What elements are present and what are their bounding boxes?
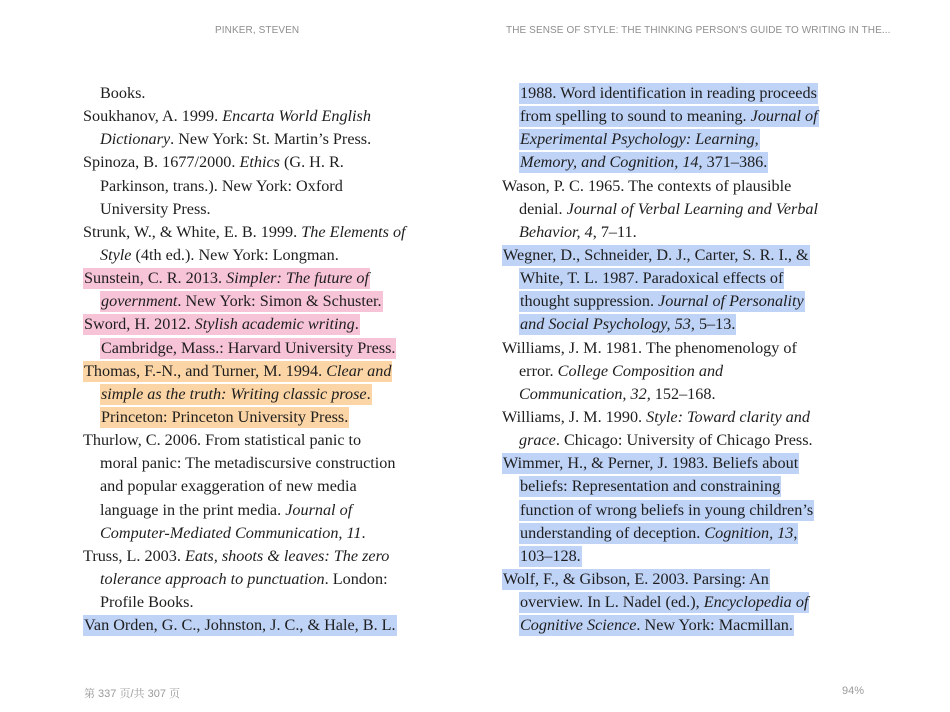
blue-highlight[interactable] [519, 83, 818, 104]
italic-title-text: Style [100, 245, 132, 264]
reference-line [83, 337, 458, 360]
italic-title-text: Communication, 32 [519, 384, 647, 403]
reference-line [502, 568, 882, 591]
reference-line [502, 475, 882, 498]
reference-line [502, 244, 882, 267]
reference-text: , [793, 523, 798, 542]
reference-entry [502, 175, 882, 244]
blue-highlight[interactable] [519, 500, 814, 521]
reference-text: from spelling to sound to meaning. [520, 107, 751, 126]
reference-line [83, 198, 458, 221]
right-page-text [502, 82, 882, 637]
reference-line [83, 267, 458, 290]
italic-title-text: College Composition and [557, 361, 724, 380]
reference-entry [83, 429, 458, 545]
reference-text: . New York: St. Martin’s Press. [170, 130, 372, 149]
orange-highlight[interactable] [100, 407, 349, 428]
italic-title-text: Journal of [750, 107, 818, 126]
reference-text: and popular exaggeration of new media [100, 477, 357, 496]
reference-line [83, 128, 458, 151]
reference-text: Wason, P. C. 1965. The contexts of plausible [502, 176, 792, 195]
reference-line [83, 591, 458, 614]
reference-text: . Chicago: University of Chicago Press. [555, 431, 813, 450]
reference-line [502, 151, 882, 174]
reference-entry[interactable] [502, 568, 882, 637]
italic-title-text: Journal of Personality [658, 292, 804, 311]
reference-entry [83, 151, 458, 220]
reference-text: (4th ed.). New York: Longman. [131, 245, 339, 264]
reference-text: . London: [324, 569, 388, 588]
reference-entry [83, 545, 458, 614]
italic-title-text: Encarta World English [222, 107, 371, 126]
orange-highlight[interactable] [100, 384, 372, 405]
reference-line [502, 313, 882, 336]
reference-entry[interactable] [502, 452, 882, 568]
reference-text: thought suppression. [520, 292, 659, 311]
reference-line [83, 360, 458, 383]
reference-line [83, 568, 458, 591]
reference-line [502, 221, 882, 244]
reference-line [83, 614, 458, 637]
reference-line [83, 105, 458, 128]
reference-line [83, 151, 458, 174]
reference-entry[interactable] [502, 82, 882, 175]
reference-entry [83, 221, 458, 267]
reference-line [83, 406, 458, 429]
blue-highlight[interactable] [519, 546, 582, 567]
reference-text: denial. [519, 199, 567, 218]
italic-title-text: Cognitive Science [520, 616, 637, 635]
blue-highlight[interactable] [83, 615, 397, 636]
reference-line [83, 313, 458, 336]
pink-highlight[interactable] [83, 314, 360, 335]
reference-line [83, 221, 458, 244]
reference-text: moral panic: The metadiscursive construction [100, 454, 396, 473]
reference-text: overview. In L. Nadel (ed.), [520, 593, 704, 612]
reference-entry [83, 82, 458, 105]
italic-title-text: Encyclopedia of [703, 593, 809, 612]
reference-text: . [354, 315, 359, 334]
reference-text: Thurlow, C. 2006. From statistical panic to [83, 431, 362, 450]
italic-title-text: Ethics [239, 153, 280, 172]
reference-line [502, 383, 882, 406]
reference-line [502, 545, 882, 568]
blue-highlight[interactable] [519, 592, 809, 613]
reference-text: . New York: Macmillan. [636, 616, 793, 635]
italic-title-text: Computer-Mediated Communication, 11 [100, 523, 362, 542]
reference-text: Van Orden, G. C., Johnston, J. C., & Hale, B. L. [84, 616, 396, 635]
reference-entry [83, 105, 458, 151]
reference-line [83, 383, 458, 406]
reference-line [502, 128, 882, 151]
italic-title-text: Stylish academic writing [194, 315, 355, 334]
reference-text: 1988. Word identification in reading proceeds [520, 84, 817, 102]
reference-line [502, 614, 882, 637]
reference-line [83, 429, 458, 452]
reference-entry[interactable] [83, 267, 458, 313]
reference-text: Wimmer, H., & Perner, J. 1983. Beliefs about [503, 454, 799, 473]
blue-highlight[interactable] [502, 569, 770, 590]
blue-highlight[interactable] [519, 106, 819, 127]
reference-line [502, 105, 882, 128]
reference-line [502, 499, 882, 522]
reference-line [83, 244, 458, 267]
reference-line [83, 499, 458, 522]
blue-highlight[interactable] [519, 523, 798, 544]
pink-highlight[interactable] [100, 338, 396, 359]
italic-title-text: simple as the truth: Writing classic prose [101, 384, 367, 403]
reference-line [502, 82, 882, 105]
pink-highlight[interactable] [100, 291, 383, 312]
reference-text: function of wrong beliefs in young children’s [520, 500, 814, 519]
blue-highlight[interactable] [519, 615, 794, 636]
reference-line [83, 452, 458, 475]
italic-title-text: government [101, 292, 178, 311]
reference-line [502, 267, 882, 290]
reference-text: Soukhanov, A. 1999. [83, 107, 223, 126]
reference-text: Thomas, F.-N., and Turner, M. 1994. [84, 361, 327, 380]
blue-highlight[interactable] [519, 129, 760, 150]
italic-title-text: Cognition, 13 [704, 523, 794, 542]
reference-text: Parkinson, trans.). New York: Oxford [100, 176, 343, 195]
reference-text: White, T. L. 1987. Paradoxical effects of [520, 269, 784, 288]
reference-line [83, 522, 458, 545]
italic-title-text: Dictionary [100, 130, 171, 149]
reference-text: Princeton: Princeton University Press. [101, 407, 349, 426]
italic-title-text: Simpler: The future of [226, 269, 369, 288]
reference-line [502, 290, 882, 313]
reference-text: Wegner, D., Schneider, D. J., Carter, S. R. I., & [503, 245, 809, 264]
reference-line [83, 290, 458, 313]
reference-text: beliefs: Representation and constraining [520, 477, 781, 496]
italic-title-text: Style: Toward clarity and [646, 407, 810, 426]
reference-text: understanding of deception. [520, 523, 705, 542]
reference-text: Truss, L. 2003. [83, 546, 185, 565]
reference-text: , 371–386. [698, 153, 768, 172]
reference-text: Williams, J. M. 1981. The phenomenology of [502, 338, 797, 357]
reference-text: Sword, H. 2012. [84, 315, 195, 334]
reference-line [83, 175, 458, 198]
reference-text: , 7–11. [592, 222, 637, 241]
reference-entry[interactable] [83, 614, 458, 637]
reference-text: Strunk, W., & White, E. B. 1999. [83, 222, 302, 241]
reference-line [502, 360, 882, 383]
italic-title-text: Behavior, 4 [519, 222, 593, 241]
reference-text: . [366, 384, 371, 403]
reference-text: Wolf, F., & Gibson, E. 2003. Parsing: An [503, 569, 769, 588]
blue-highlight[interactable] [519, 314, 736, 335]
blue-highlight[interactable] [519, 268, 784, 289]
italic-title-text: Experimental Psychology: Learning, [520, 130, 759, 149]
running-header-author: PINKER, STEVEN [215, 25, 300, 36]
italic-title-text: grace [519, 431, 556, 450]
reference-line [502, 406, 882, 429]
reference-text: , 5–13. [690, 315, 736, 334]
reference-line [502, 591, 882, 614]
italic-title-text: Clear and [326, 361, 392, 380]
reference-text: Profile Books. [100, 593, 194, 612]
italic-title-text: Journal of Verbal Learning and Verbal [566, 199, 819, 218]
italic-title-text: Eats, shoots & leaves: The zero [184, 546, 390, 565]
reference-text: University Press. [100, 199, 211, 218]
reference-entry [502, 406, 882, 452]
reference-text: Cambridge, Mass.: Harvard University Press. [101, 338, 396, 357]
reference-text: 103–128. [520, 546, 581, 565]
running-header-title: THE SENSE OF STYLE: THE THINKING PERSON'S GUIDE TO WRITING IN THE... [506, 25, 891, 36]
reference-text: language in the print media. [100, 500, 286, 519]
reference-line [83, 475, 458, 498]
blue-highlight[interactable] [502, 245, 810, 266]
reference-text: . New York: Simon & Schuster. [177, 292, 382, 311]
reference-text: error. [519, 361, 558, 380]
reference-entry[interactable] [83, 313, 458, 359]
reference-text: Spinoza, B. 1677/2000. [83, 153, 240, 172]
italic-title-text: tolerance approach to punctuation [100, 569, 325, 588]
orange-highlight[interactable] [83, 361, 392, 382]
reference-text: Williams, J. M. 1990. [502, 407, 647, 426]
reference-line [83, 545, 458, 568]
reference-line [83, 82, 458, 105]
blue-highlight[interactable] [519, 152, 768, 173]
reference-line [502, 337, 882, 360]
italic-title-text: and Social Psychology, 53 [520, 315, 691, 334]
reference-entry [502, 337, 882, 406]
reference-entry[interactable] [83, 360, 458, 429]
italic-title-text: Journal of [285, 500, 353, 519]
reference-line [502, 522, 882, 545]
reading-progress: 94% [842, 685, 865, 697]
left-page-text [83, 82, 458, 637]
pink-highlight[interactable] [83, 268, 370, 289]
reference-text: Sunstein, C. R. 2013. [84, 269, 227, 288]
page-indicator: 第 337 页/共 307 页 [84, 688, 180, 700]
reference-line [502, 452, 882, 475]
blue-highlight[interactable] [502, 453, 799, 474]
blue-highlight[interactable] [519, 476, 781, 497]
reference-text: Books. [100, 84, 146, 102]
reference-text: . [361, 523, 366, 542]
reference-line [502, 198, 882, 221]
reference-line [502, 175, 882, 198]
reference-text: , 152–168. [646, 384, 716, 403]
reference-line [502, 429, 882, 452]
blue-highlight[interactable] [519, 291, 805, 312]
reference-entry[interactable] [502, 244, 882, 337]
italic-title-text: Memory, and Cognition, 14 [520, 153, 699, 172]
reference-text: (G. H. R. [279, 153, 344, 172]
italic-title-text: The Elements of [301, 222, 406, 241]
